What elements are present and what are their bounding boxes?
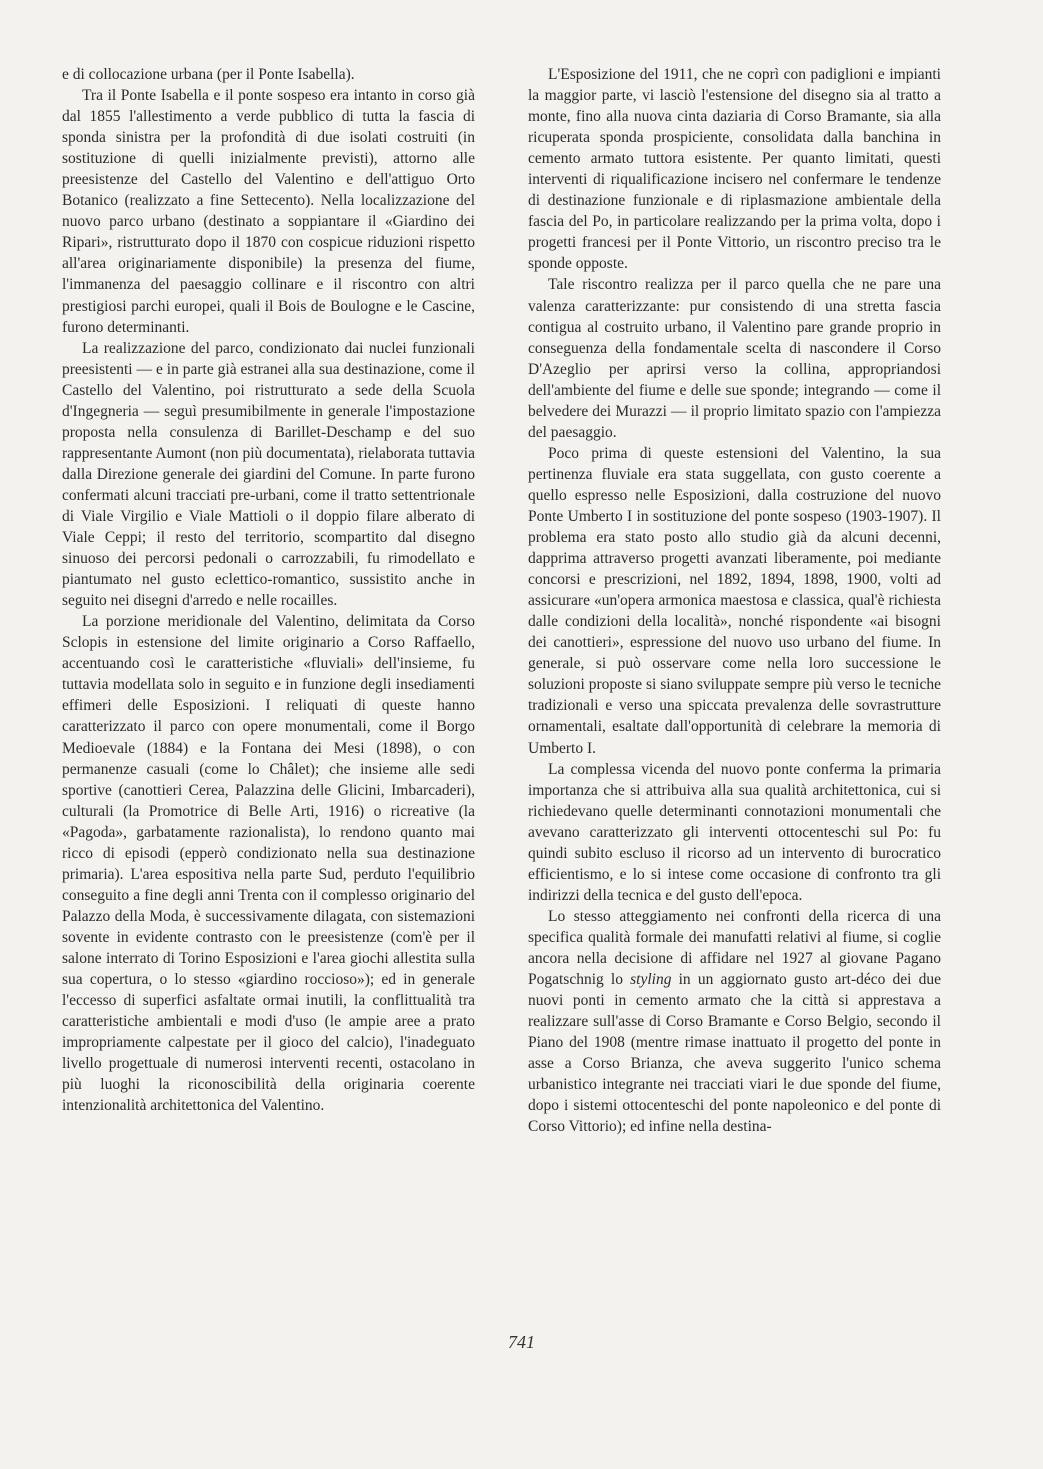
page-number: 741: [508, 1332, 535, 1352]
right-paragraph-5-start: Lo stesso atteggiamento nei confronti della ricerca di una specifica qualità formale dei manufatti relativi al fiume, si coglie ancora nella decisione di affidare nel 1927 al giovane Pagano Pogatschnig lo: [528, 907, 941, 989]
left-paragraph-3: La porzione meridionale del Valentino, delimitata da Corso Sclopis in estensione del limite originario a Corso Raffaello, accentuando così le caratteristiche «fluviali» dell'insieme, fu tuttavia modellata solo in seguito e in funzione degli insediamenti effimeri delle Esposizioni. I reliquati di queste hanno caratterizzato il parco con opere monumentali, come il Borgo Medioevale (1884) e la Fontana dei Mesi (1898), o con permanenze casuali (come lo Châlet); che insieme alle sedi sportive (canottieri Cerea, Palazzina delle Glicini, Imbarcaderi), culturali (la Promotrice di Belle Arti, 1916) o ricreative (la «Pagoda», garbatamente razionalista), lo rendono quanto mai ricco di episodi (epperò condizionato nella sua destinazione primaria). L'area espositiva nella parte Sud, perduto l'equilibrio conseguito a fine degli anni Trenta con il complesso originario del Palazzo della Moda, è successivamente dilagata, con sistemazioni sovente in evidente contrasto con le preesistenze (com'è per il salone interrato di Torino Esposizioni e l'area giochi allestita sulla sua copertura, o lo stesso «giardino roccioso»); ed in generale l'eccesso di superfici asfaltate ormai inutili, la conflittualità tra caratteristiche ambientali e modi d'uso (le ampie aree a prato impropriamente calpestate per il gioco del calcio), l'inadeguato livello progettuale di numerosi interventi recenti, ostacolano in più luoghi la riconoscibilità della originaria coerente intenzionalità architettonica del Valentino.: [62, 613, 475, 1115]
styling-emphasis: styling: [630, 971, 672, 989]
left-paragraph-1: Tra il Ponte Isabella e il ponte sospeso era intanto in corso già dal 1855 l'allestimento a verde pubblico di tutta la fascia di sponda sinistra per la profondità di due isolati costruiti (in sostituzione di quelli inizialmente previsti), attorno alle preesistenze del Castello del Valentino e dell'attiguo Orto Botanico (realizzato a fine Settecento). Nella localizzazione del nuovo parco urbano (destinato a soppiantare il «Giardino dei Ripari», ristrutturato dopo il 1870 con cospicue riduzioni rispetto all'area originariamente disponibile) la presenza del fiume, l'immanenza del paesaggio collinare e il riscontro con altri prestigiosi parchi europei, quali il Bois de Boulogne e le Cascine, furono determinanti.: [62, 87, 475, 336]
right-paragraph-1: L'Esposizione del 1911, che ne coprì con padiglioni e impianti la maggior parte, vi lasciò l'estensione del disegno sia al tratto a monte, fino alla nuova cinta daziaria di Corso Bramante, sia alla ricuperata sponda prospiciente, consolidata dalla banchina in cemento armato tuttora esistente. Per quanto limitati, questi interventi di riqualificazione incisero nel confermare le tendenze di destinazione funzionale e di riplasmazione ambientale della fascia del Po, in particolare realizzando per la prima volta, dopo i progetti francesi per il Ponte Vittorio, un riscontro preciso tra le sponde opposte.: [528, 66, 941, 273]
right-column: [528, 64, 941, 1137]
right-paragraph-5-end: in un aggiornato gusto art-déco dei due nuovi ponti in cemento armato che la città si apprestava a realizzare sull'asse di Corso Bramante e Corso Belgio, secondo il Piano del 1908 (mentre rimase inattuato il progetto del ponte in asse a Corso Brianza, che aveva suggerito l'unico schema urbanistico integrante nei tracciati viari le due sponde del fiume, dopo i sistemi ottocenteschi del ponte napoleonico e del ponte di Corso Vittorio); ed infine nella destina-: [528, 971, 941, 1136]
left-column: [62, 64, 475, 1116]
left-paragraph-2: La realizzazione del parco, condizionato dai nuclei funzionali preesistenti — e in parte già estranei alla sua destinazione, come il Castello del Valentino, poi ristrutturato a sede della Scuola d'Ingegneria — seguì presumibilmente in generale l'impostazione proposta nella consulenza di Barillet-Deschamp e del suo rappresentante Aumont (non più documentata), rielaborata tuttavia dalla Direzione generale dei giardini del Comune. In parte furono confermati alcuni tracciati pre-urbani, come il tratto settentrionale di Viale Virgilio e Viale Mattioli o il doppio filare alberato di Viale Ceppi; il resto del territorio, scompartito dal disegno sinuoso dei percorsi pedonali o carrozzabili, fu rimodellato e piantumato nel gusto eclettico-romantico, sussistito anche in seguito nei disegni d'arredo e nelle rocailles.: [62, 339, 475, 610]
left-paragraph-0: e di collocazione urbana (per il Ponte Isabella).: [62, 66, 355, 83]
right-paragraph-3: Poco prima di queste estensioni del Valentino, la sua pertinenza fluviale era stata suggellata, con gusto coerente a quello espresso nelle Esposizioni, dalla costruzione del nuovo Ponte Umberto I in sostituzione del ponte sospeso (1903-1907). Il problema era stato posto allo studio già da alcuni decenni, dapprima attraverso progetti avanzati liberamente, poi mediante concorsi e prescrizioni, nel 1892, 1894, 1898, 1900, volti ad assicurare «un'opera armonica maestosa e classica, qual'è richiesta dalle condizioni della località», nonché rispondente «ai bisogni dei canottieri», espressione del nuovo uso urbano del fiume. In generale, si può osservare come nella loro successione le soluzioni proposte si siano sviluppate sempre più verso le tecniche tradizionali e verso una spiccata prevalenza delle sovrastrutture ornamentali, esaltate dall'opportunità di celebrare la memoria di Umberto I.: [528, 444, 941, 757]
right-paragraph-5: [528, 906, 941, 1138]
right-paragraph-2: Tale riscontro realizza per il parco quella che ne pare una valenza caratterizzante: pur consistendo di una stretta fascia contigua al costruito urbano, il Valentino pare grande proprio in conseguenza della fondamentale scelta di nascondere il Corso D'Azeglio per aprirsi verso la collina, appropriandosi dell'ambiente del fiume e delle sue sponde; integrando — come il belvedere dei Murazzi — il proprio limitato spazio con l'ampiezza del paesaggio.: [528, 276, 941, 441]
right-paragraph-4: La complessa vicenda del nuovo ponte conferma la primaria importanza che si attribuiva alla sua qualità architettonica, cui si richiedevano quelle determinanti connotazioni monumentali che avevano caratterizzato gli interventi ottocenteschi sul Po: fu quindi subito escluso il ricorso ad un intervento di burocratico efficientismo, e lo si intese come occasione di confronto tra gli indirizzi della tecnica e del gusto dell'epoca.: [528, 760, 941, 904]
